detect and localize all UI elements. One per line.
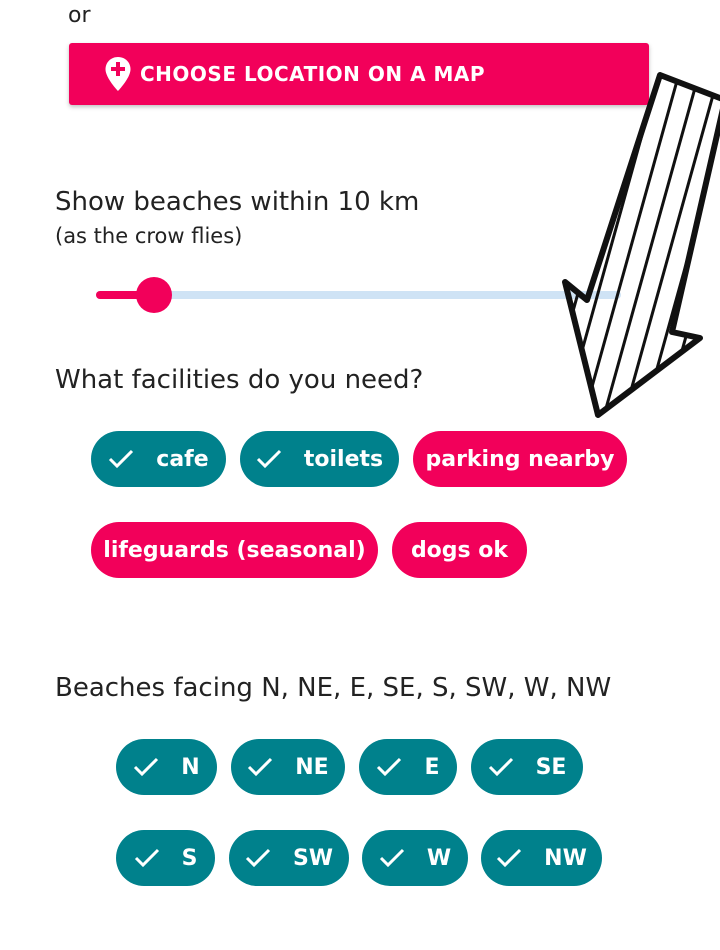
or-label: or <box>68 3 91 28</box>
distance-slider[interactable] <box>96 276 621 314</box>
facing-title: Beaches facing N, NE, E, SE, S, SW, W, NW <box>55 673 612 703</box>
map-pin-plus-icon <box>104 56 132 92</box>
checkmark-icon <box>134 848 160 868</box>
chip-label: NW <box>544 845 587 871</box>
chip-label: E <box>424 754 440 780</box>
chip-label: lifeguards (seasonal) <box>103 537 366 563</box>
facility-chip-lifeguards[interactable] <box>91 522 378 578</box>
chip-label: N <box>181 754 200 780</box>
chip-label: W <box>426 845 452 871</box>
facing-chip-s[interactable] <box>116 830 215 886</box>
choose-location-label: CHOOSE LOCATION ON A MAP <box>140 62 486 86</box>
chip-label: dogs ok <box>410 537 509 563</box>
chip-label: cafe <box>156 446 209 472</box>
facing-chip-sw[interactable] <box>229 830 349 886</box>
chip-label: SW <box>292 845 334 871</box>
facing-chip-e[interactable] <box>359 739 457 795</box>
checkmark-icon <box>133 757 159 777</box>
chip-label: parking nearby <box>425 446 615 472</box>
checkmark-icon <box>245 848 271 868</box>
distance-subtitle: (as the crow flies) <box>55 224 243 248</box>
facing-chip-nw[interactable] <box>481 830 602 886</box>
facility-chip-cafe[interactable] <box>91 431 226 487</box>
chip-label: toilets <box>303 446 384 472</box>
checkmark-icon <box>247 757 273 777</box>
chip-label: S <box>181 845 198 871</box>
facing-chip-w[interactable] <box>362 830 468 886</box>
checkmark-icon <box>496 848 522 868</box>
checkmark-icon <box>256 449 282 469</box>
facing-chip-n[interactable] <box>116 739 217 795</box>
chip-label: SE <box>535 754 567 780</box>
distance-title: Show beaches within 10 km <box>55 187 420 217</box>
checkmark-icon <box>379 848 405 868</box>
facilities-title: What facilities do you need? <box>55 365 424 395</box>
hatched-arrow-annotation <box>560 70 720 420</box>
facing-chip-se[interactable] <box>471 739 583 795</box>
slider-track[interactable] <box>96 291 621 299</box>
facility-chip-toilets[interactable] <box>240 431 399 487</box>
checkmark-icon <box>376 757 402 777</box>
slider-thumb[interactable] <box>136 277 172 313</box>
facing-chip-ne[interactable] <box>231 739 345 795</box>
facility-chip-parking-nearby[interactable] <box>413 431 627 487</box>
chip-label: NE <box>295 754 329 780</box>
checkmark-icon <box>488 757 514 777</box>
facility-chip-dogs-ok[interactable] <box>392 522 527 578</box>
checkmark-icon <box>108 449 134 469</box>
